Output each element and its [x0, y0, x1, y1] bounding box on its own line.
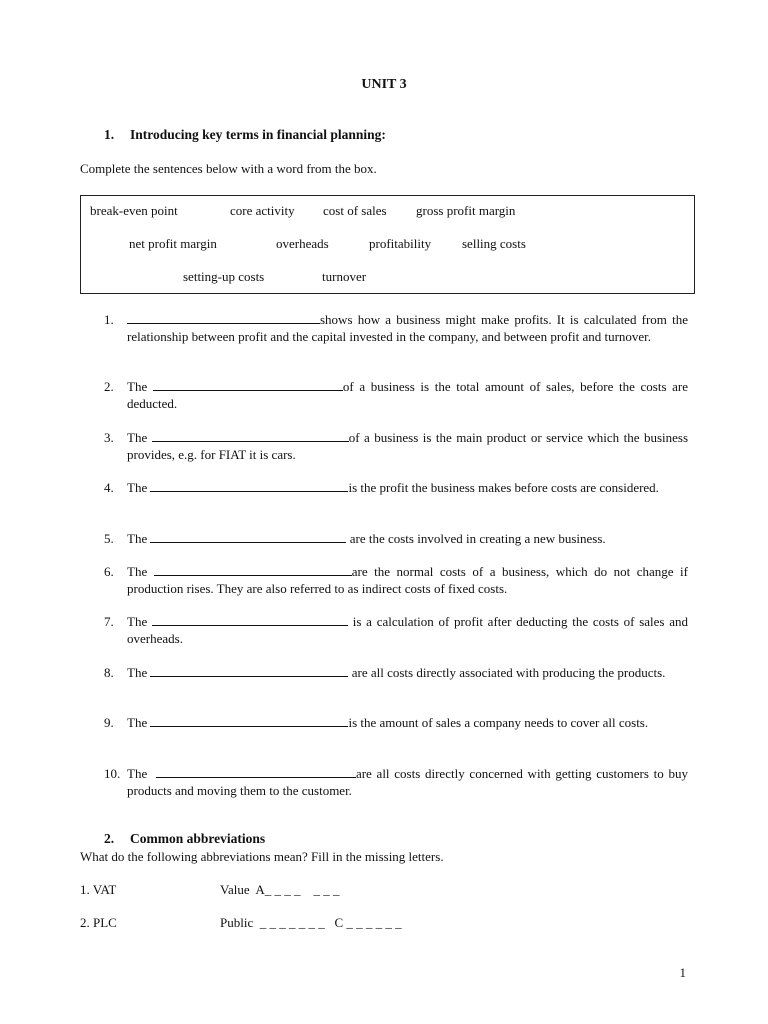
question-text: is the amount of sales a company needs to cover all costs. [348, 715, 649, 730]
section-1-instructions: Complete the sentences below with a word from the box. [80, 161, 377, 176]
question-text: is the profit the business makes before costs are considered. [348, 480, 659, 495]
question-prefix: The [127, 430, 148, 445]
question-item [104, 765, 688, 799]
abbreviation-row [80, 915, 117, 931]
question-number: 4. [104, 480, 114, 495]
question-number: 6. [104, 564, 114, 579]
word-box-term: break-even point [90, 203, 178, 218]
abbreviation-number: 1. [80, 882, 90, 897]
word-box-term: cost of sales [323, 203, 387, 218]
section-2-instructions: What do the following abbreviations mean? Fill in the missing letters. [80, 849, 444, 864]
word-box-term: gross profit margin [416, 203, 516, 218]
word-box-term: core activity [230, 203, 295, 218]
question-text: of a business is the total amount of sales, before the costs are deducted. [127, 379, 689, 411]
answer-blank[interactable] [150, 531, 346, 543]
section-1-number: 1. [104, 127, 115, 142]
word-box-term: overheads [276, 236, 329, 251]
question-text: is a calculation of profit after deducting the costs of sales and overheads. [127, 614, 689, 646]
question-prefix: The [127, 614, 148, 629]
question-text: are the normal costs of a business, which do not change if production rises. They are also referred to as indirect costs of fixed costs. [127, 564, 688, 596]
question-text: shows how a business might make profits. It is calculated from the relationship between profit and the capital invested in the company, and between profit and turnover. [127, 312, 688, 344]
page-title: UNIT 3 [361, 77, 407, 92]
question-prefix: The [127, 531, 148, 546]
abbreviation-number: 2. [80, 915, 90, 930]
answer-blank[interactable] [152, 614, 348, 626]
question-prefix: The [127, 766, 148, 781]
question-number: 2. [104, 379, 114, 394]
question-prefix: The [127, 564, 148, 579]
question-prefix: The [127, 379, 148, 394]
abbreviation-answer[interactable]: Value A_ _ _ _ _ _ _ [220, 882, 340, 897]
answer-blank[interactable] [150, 715, 348, 727]
answer-blank[interactable] [156, 766, 356, 778]
answer-blank[interactable] [127, 312, 320, 324]
question-number: 3. [104, 430, 114, 445]
abbreviation-row [80, 882, 116, 898]
section-2-heading [104, 831, 265, 847]
word-box-term: turnover [322, 269, 367, 284]
question-item [104, 714, 688, 731]
answer-blank[interactable] [152, 430, 349, 442]
word-box-term: profitability [369, 236, 432, 251]
answer-blank[interactable] [150, 665, 348, 677]
answer-blank[interactable] [154, 564, 352, 576]
question-number: 8. [104, 665, 114, 680]
abbreviation-term: VAT [92, 882, 117, 897]
answer-blank[interactable] [150, 480, 348, 492]
section-1-title: Introducing key terms in financial planning: [130, 127, 386, 142]
word-box-term: selling costs [462, 236, 526, 251]
question-number: 1. [104, 312, 114, 327]
question-number: 7. [104, 614, 114, 629]
question-item [104, 664, 688, 681]
question-prefix: The [127, 665, 148, 680]
question-number: 9. [104, 715, 114, 730]
section-2-number: 2. [104, 831, 115, 846]
question-item [104, 378, 688, 412]
question-number: 5. [104, 531, 114, 546]
question-text: are all costs directly concerned with getting customers to buy products and moving them to the customer. [127, 766, 688, 798]
abbreviation-term: PLC [93, 915, 117, 930]
question-item [104, 563, 688, 597]
word-box [80, 195, 695, 294]
abbreviation-answer[interactable]: Public _ _ _ _ _ _ _ C _ _ _ _ _ _ [220, 915, 402, 930]
word-box-term: setting-up costs [183, 269, 265, 284]
question-number: 10. [104, 766, 121, 781]
question-prefix: The [127, 715, 148, 730]
answer-blank[interactable] [153, 379, 343, 391]
section-1-heading [104, 127, 386, 143]
question-text: are all costs directly associated with producing the products. [351, 665, 666, 680]
question-item [104, 530, 688, 547]
question-prefix: The [127, 480, 148, 495]
question-item [104, 479, 688, 496]
question-item [104, 311, 688, 345]
section-2-title: Common abbreviations [130, 831, 266, 846]
word-box-term: net profit margin [129, 236, 217, 251]
question-text: of a business is the main product or service which the business provides, e.g. for FIAT it is cars. [127, 430, 689, 462]
question-text: are the costs involved in creating a new business. [349, 531, 606, 546]
page-number: 1 [679, 965, 686, 980]
question-item [104, 613, 688, 647]
question-item [104, 429, 688, 463]
